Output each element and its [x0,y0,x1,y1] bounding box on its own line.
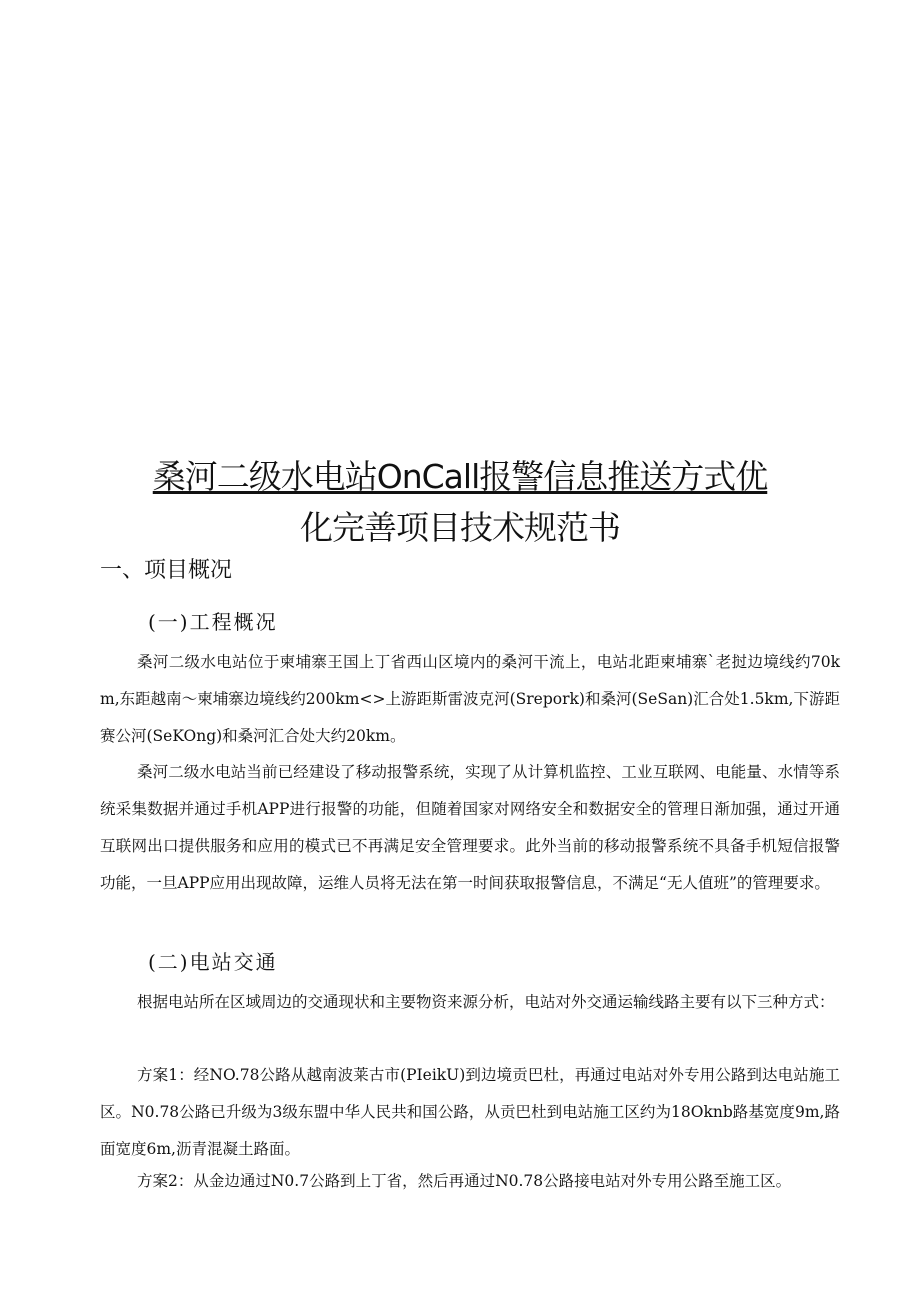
paragraph-alarm-system: 桑河二级水电站当前已经建设了移动报警系统，实现了从计算机监控、工业互联网、电能量、水情等系统采集数据并通过手机APP进行报警的功能，但随着国家对网络安全和数据安全的管理日渐加强，通过开通互联网出口提供服务和应用的模式已不再满足安全管理要求。此外当前的移动报警系统不具备手机短信报警功能，一旦APP应用出现故障，运维人员将无法在第一时间获取报警信息，不满足“无人值班”的管理要求。 [100,763,840,892]
paragraph-route-option-1: 方案1：经NO.78公路从越南波莱古市(PIeikU)到边境贡巴杜，再通过电站对外专用公路到达电站施工区。N0.78公路已升级为3级东盟中华人民共和国公路，从贡巴杜到电站施工区约为18Oknb路基宽度9m,路面宽度6m,沥青混凝土路面。 [100,1066,840,1158]
document-title-line-1: 桑河二级水电站OnCall报警信息推送方式优 [152,457,768,496]
paragraph-route-option-2: 方案2：从金边通过N0.7公路到上丁省，然后再通过N0.78公路接电站对外专用公路至施工区。 [137,1172,792,1190]
document-title-line-2: 化完善项目技术规范书 [300,508,620,547]
subsection-heading-engineering-overview: (一)工程概况 [148,610,278,634]
paragraph-transport-intro: 根据电站所在区域周边的交通现状和主要物资来源分析，电站对外交通运输线路主要有以下三种方式： [137,993,835,1011]
subsection-heading-transport: (二)电站交通 [148,950,278,974]
section-heading-project-overview: 一、项目概况 [100,558,233,583]
paragraph-location: 桑河二级水电站位于柬埔寨王国上丁省西山区境内的桑河干流上，电站北距柬埔寨ˋ老挝边境线约70km,东距越南～柬埔寨边境线约200km<>上游距斯雷波克河(Srepork)和桑河(SeSan)汇合处1.5km,下游距赛公河(SeKOng)和桑河汇合处大约20km。 [100,653,840,745]
